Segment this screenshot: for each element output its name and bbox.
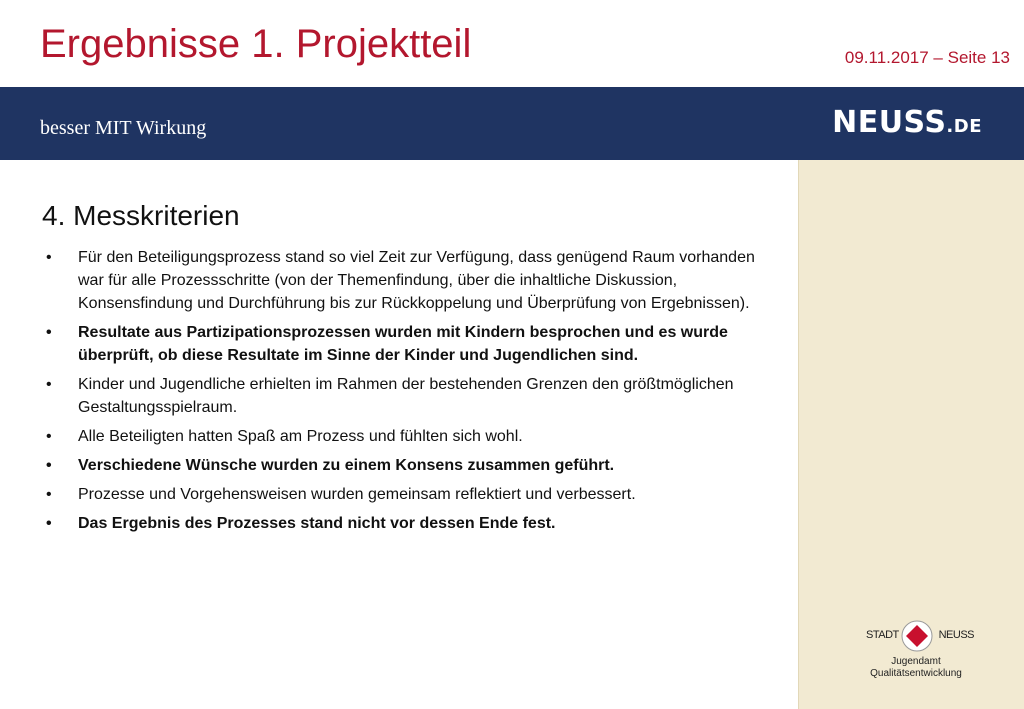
header-band bbox=[0, 87, 1024, 160]
date-page-number: 09.11.2017 – Seite 13 bbox=[844, 48, 1010, 67]
section-title: 4. Messkriterien bbox=[42, 200, 240, 231]
slogan: besser MIT Wirkung bbox=[40, 117, 207, 139]
department-line-2: Qualitätsentwicklung bbox=[870, 668, 962, 679]
bullet-item: • Prozesse und Vorgehensweisen wurden gemeinsam reflektiert und verbessert. bbox=[44, 483, 774, 506]
slide-title: Ergebnisse 1. Projektteil bbox=[40, 22, 472, 66]
stadt-neuss-logo bbox=[858, 617, 978, 657]
logo-tld: .DE bbox=[946, 116, 982, 137]
bullet-item: • Für den Beteiligungsprozess stand so viel Zeit zur Verfügung, dass genügend Raum vorhanden war für alle Prozessschritte (von der Themenfindung, über die inhaltliche Diskussion, Konsensfindung und Durchführung bis zur Rückkoppelung und Überprüfung von Ergebnissen). bbox=[44, 246, 774, 315]
bullet-list bbox=[44, 246, 774, 541]
neuss-de-logo bbox=[832, 105, 982, 140]
logo-main: NEUSS bbox=[832, 105, 947, 140]
department-label bbox=[848, 656, 984, 680]
bullet-item: • Verschiedene Wünsche wurden zu einem Konsens zusammen geführt. bbox=[44, 454, 774, 477]
bullet-item: • Alle Beteiligten hatten Spaß am Prozess und fühlten sich wohl. bbox=[44, 425, 774, 448]
bullet-item: • Das Ergebnis des Prozesses stand nicht vor dessen Ende fest. bbox=[44, 512, 774, 535]
neuss-label: NEUSS bbox=[938, 629, 974, 641]
department-line-1: Jugendamt bbox=[891, 656, 941, 667]
red-diamond-emblem-icon bbox=[900, 619, 934, 653]
stadt-label: STADT bbox=[866, 629, 899, 641]
bullet-item: • Kinder und Jugendliche erhielten im Rahmen der bestehenden Grenzen den größtmöglichen Gestaltungsspielraum. bbox=[44, 373, 774, 419]
bullet-item: • Resultate aus Partizipationsprozessen wurden mit Kindern besprochen und es wurde überprüft, ob diese Resultate im Sinne der Kinder und Jugendlichen sind. bbox=[44, 321, 774, 367]
